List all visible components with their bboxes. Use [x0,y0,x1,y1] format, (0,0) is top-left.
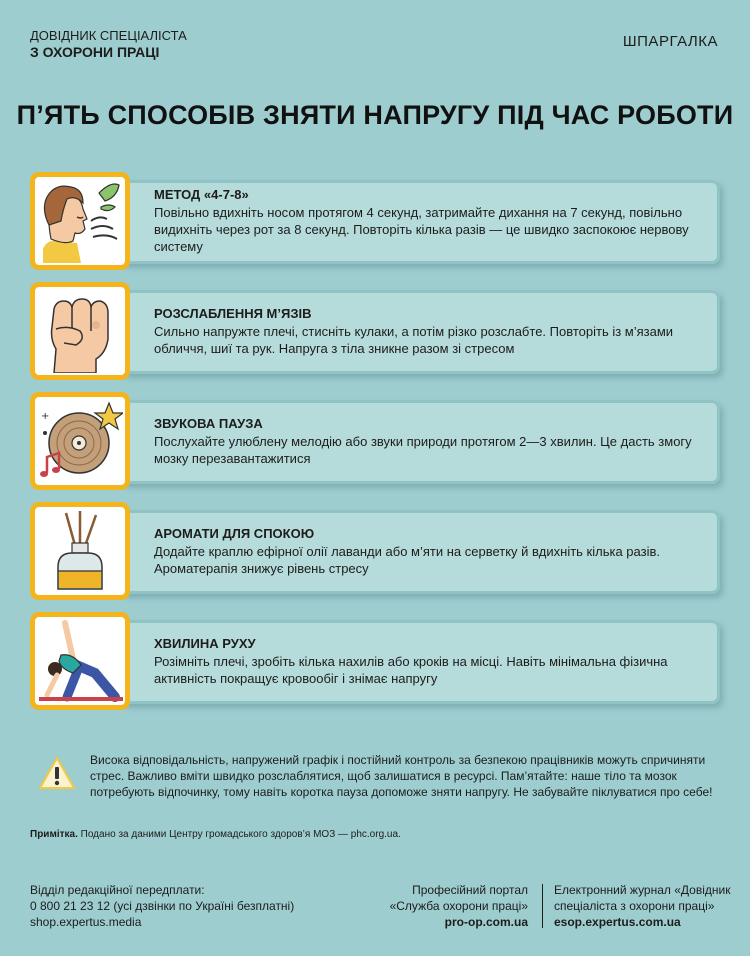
method-title: ЗВУКОВА ПАУЗА [154,415,263,431]
portal-name: «Служба охорони праці» [389,899,528,913]
brand-line-2: З ОХОРОНИ ПРАЦІ [30,44,160,60]
vinyl-music-icon [30,392,130,490]
method-description: Розімніть плечі, зробіть кілька нахилів або кроків на місці. Навіть мінімальна фізична активність покращує кровообіг і знімає напругу [154,653,668,686]
fist-icon [30,282,130,380]
remark-label: Примітка. [30,829,78,840]
method-card-muscle [30,282,720,380]
subscription-info [30,882,350,930]
card-text [154,612,702,710]
note-text: Висока відповідальність, напружений графік і постійний контроль за безпекою працівників можуть спричиняти стрес. Важливо вміти швидко розслаблятися, щоб залишатися в ресурсі. Пам’ятайте: наше тіло та мозок потребують відпочинку, тому навіть коротка пауза допоможе зняти напругу. Не забувайте піклуватися про себе! [90,753,713,799]
method-card-movement [30,612,720,710]
journal-line-2: спеціаліста з охорони праці» [554,899,715,913]
page-title: П’ЯТЬ СПОСОБІВ ЗНЯТИ НАПРУГУ ПІД ЧАС РОБОТИ [16,100,734,130]
brand-line-1: ДОВІДНИК СПЕЦІАЛІСТА [30,28,187,43]
svg-text:+: + [41,411,50,422]
method-description: Повільно вдихніть носом протягом 4 секунд, затримайте дихання на 7 секунд, повільно видихніть через рот за 8 секунд. Повторіть кілька разів — це швидко заспокоює нервову систему [154,205,689,254]
card-text [154,392,702,490]
method-title: ХВИЛИНА РУХУ [154,635,256,651]
remark-text: Подано за даними Центру громадського здоров’я МОЗ — phc.org.ua. [77,829,401,840]
aroma-diffuser-icon [30,502,130,600]
breathing-icon [30,172,130,270]
portal-info [330,882,528,930]
subscription-link[interactable]: shop.expertus.media [30,915,142,929]
card-text [154,172,702,270]
document-type-label: ШПАРГАЛКА [622,33,718,50]
method-description: Додайте краплю ефірної олії лаванди або м’яти на серветку й вдихніть кілька разів. Ароматерапія знижує рівень стресу [154,543,660,576]
journal-info [554,882,744,930]
portal-link[interactable]: pro-op.com.ua [444,915,528,929]
card-text [154,282,702,380]
method-title: АРОМАТИ ДЛЯ СПОКОЮ [154,525,315,541]
method-title: МЕТОД «4-7-8» [154,187,249,202]
method-card-aroma [30,502,720,600]
portal-label: Професійний портал [412,883,528,897]
warning-icon [38,756,76,790]
card-text [154,502,702,600]
method-description: Сильно напружте плечі, стисніть кулаки, а потім різко розслабте. Повторіть із м’язами обличчя, шиї та рук. Напруга з тіла зникне разом зі стресом [154,323,674,356]
subscription-title: Відділ редакційної передплати: [30,883,205,897]
journal-link[interactable]: esop.expertus.com.ua [554,915,681,929]
subscription-phone: 0 800 21 23 12 (усі дзвінки по Україні безплатні) [30,899,295,913]
method-card-breathing [30,172,720,270]
method-card-sound [30,392,720,490]
stretching-icon [30,612,130,710]
source-remark [30,829,401,840]
method-description: Послухайте улюблену мелодію або звуки природи протягом 2—3 хвилин. Це дасть змогу мозку перезавантажитися [154,433,692,466]
footer-divider [542,884,543,928]
brand [30,28,187,60]
method-title: РОЗСЛАБЛЕННЯ М’ЯЗІВ [154,305,312,321]
journal-line-1: Електронний журнал «Довідник [554,883,731,897]
